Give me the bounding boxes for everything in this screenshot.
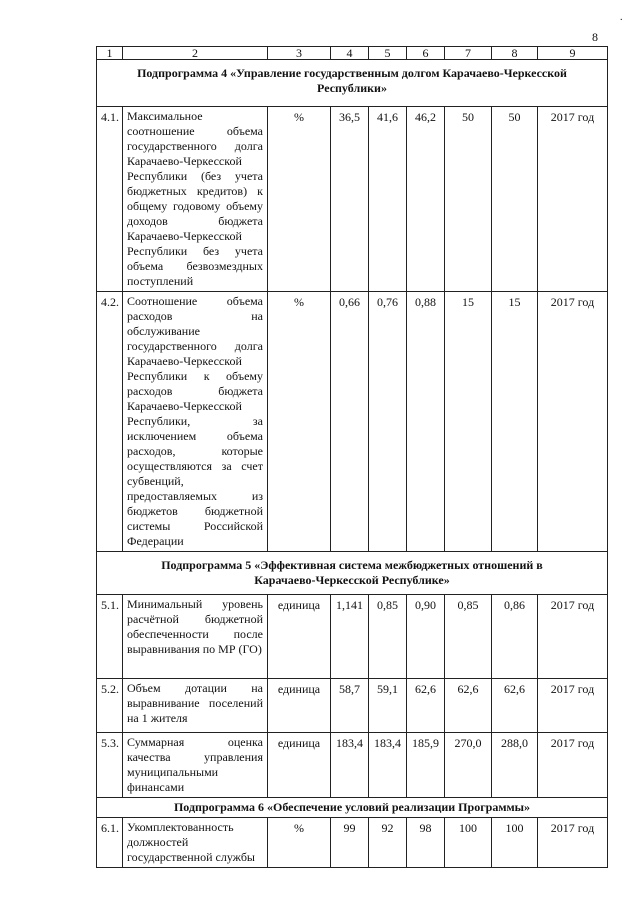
- value-cell: 99: [331, 818, 369, 868]
- value-cell: 46,2: [407, 107, 445, 292]
- table-row: [97, 595, 608, 679]
- year-cell: 2017 год: [538, 818, 608, 868]
- column-number: 9: [538, 47, 608, 60]
- row-number: 4.1.: [97, 107, 123, 292]
- value-cell: 0,76: [369, 292, 407, 552]
- table-row: [97, 733, 608, 798]
- value-cell: 185,9: [407, 733, 445, 798]
- row-number: 6.1.: [97, 818, 123, 868]
- column-number: 4: [331, 47, 369, 60]
- value-cell: 92: [369, 818, 407, 868]
- unit-cell: %: [268, 107, 331, 292]
- indicator-name: Укомплектованность должностей государственной службы: [123, 818, 268, 868]
- table-row: [97, 292, 608, 552]
- row-number: 5.3.: [97, 733, 123, 798]
- value-cell: 62,6: [492, 679, 538, 733]
- value-cell: 183,4: [369, 733, 407, 798]
- unit-cell: %: [268, 292, 331, 552]
- value-cell: 58,7: [331, 679, 369, 733]
- value-cell: 0,66: [331, 292, 369, 552]
- column-number: 8: [492, 47, 538, 60]
- value-cell: 100: [492, 818, 538, 868]
- unit-cell: единица: [268, 595, 331, 679]
- section-title: Подпрограмма 4 «Управление государственным долгом Карачаево-Черкесской Республики»: [97, 60, 608, 107]
- value-cell: 0,85: [445, 595, 492, 679]
- section-row: [97, 798, 608, 818]
- column-number: 5: [369, 47, 407, 60]
- year-cell: 2017 год: [538, 107, 608, 292]
- margin-mark: .: [620, 12, 623, 23]
- year-cell: 2017 год: [538, 595, 608, 679]
- indicator-name: Минимальный уровень расчётной бюджетной обеспеченности после выравнивания по МР (ГО): [123, 595, 268, 679]
- value-cell: 0,85: [369, 595, 407, 679]
- section-title: Подпрограмма 6 «Обеспечение условий реализации Программы»: [97, 798, 608, 818]
- value-cell: 98: [407, 818, 445, 868]
- value-cell: 62,6: [407, 679, 445, 733]
- table-row: [97, 679, 608, 733]
- value-cell: 15: [445, 292, 492, 552]
- value-cell: 1,141: [331, 595, 369, 679]
- section-title: Подпрограмма 5 «Эффективная система межбюджетных отношений в Карачаево-Черкесской Республике»: [97, 552, 608, 595]
- indicator-name: Суммарная оценка качества управления муниципальными финансами: [123, 733, 268, 798]
- column-number: 7: [445, 47, 492, 60]
- indicator-name: Максимальное соотношение объема государственного долга Карачаево-Черкесской Республики (без учета бюджетных кредитов) к общему годовому объему доходов бюджета Карачаево-Черкесской Республики без учета объема безвозмездных поступлений: [123, 107, 268, 292]
- year-cell: 2017 год: [538, 292, 608, 552]
- value-cell: 0,88: [407, 292, 445, 552]
- row-number: 5.1.: [97, 595, 123, 679]
- indicator-name: Объем дотации на выравнивание поселений на 1 жителя: [123, 679, 268, 733]
- value-cell: 0,86: [492, 595, 538, 679]
- column-number: 6: [407, 47, 445, 60]
- value-cell: 100: [445, 818, 492, 868]
- row-number: 5.2.: [97, 679, 123, 733]
- column-number-row: [97, 47, 608, 60]
- indicator-name: Соотношение объема расходов на обслуживание государственного долга Карачаево-Черкесской Республики к объему расходов бюджета Карачаево-Черкесской Республики, за исключением объема расходов, которые осуществляются за счет субвенций, предоставляемых из бюджетов бюджетной системы Российской Федерации: [123, 292, 268, 552]
- value-cell: 62,6: [445, 679, 492, 733]
- unit-cell: %: [268, 818, 331, 868]
- year-cell: 2017 год: [538, 679, 608, 733]
- value-cell: 41,6: [369, 107, 407, 292]
- table-row: [97, 818, 608, 868]
- value-cell: 15: [492, 292, 538, 552]
- column-number: 1: [97, 47, 123, 60]
- value-cell: 270,0: [445, 733, 492, 798]
- unit-cell: единица: [268, 679, 331, 733]
- section-row: [97, 60, 608, 107]
- value-cell: 50: [445, 107, 492, 292]
- row-number: 4.2.: [97, 292, 123, 552]
- section-row: [97, 552, 608, 595]
- table-row: [97, 107, 608, 292]
- indicators-table: [96, 46, 608, 868]
- year-cell: 2017 год: [538, 733, 608, 798]
- column-number: 3: [268, 47, 331, 60]
- value-cell: 59,1: [369, 679, 407, 733]
- unit-cell: единица: [268, 733, 331, 798]
- value-cell: 0,90: [407, 595, 445, 679]
- value-cell: 36,5: [331, 107, 369, 292]
- page-number: 8: [592, 30, 598, 44]
- value-cell: 50: [492, 107, 538, 292]
- value-cell: 183,4: [331, 733, 369, 798]
- column-number: 2: [123, 47, 268, 60]
- value-cell: 288,0: [492, 733, 538, 798]
